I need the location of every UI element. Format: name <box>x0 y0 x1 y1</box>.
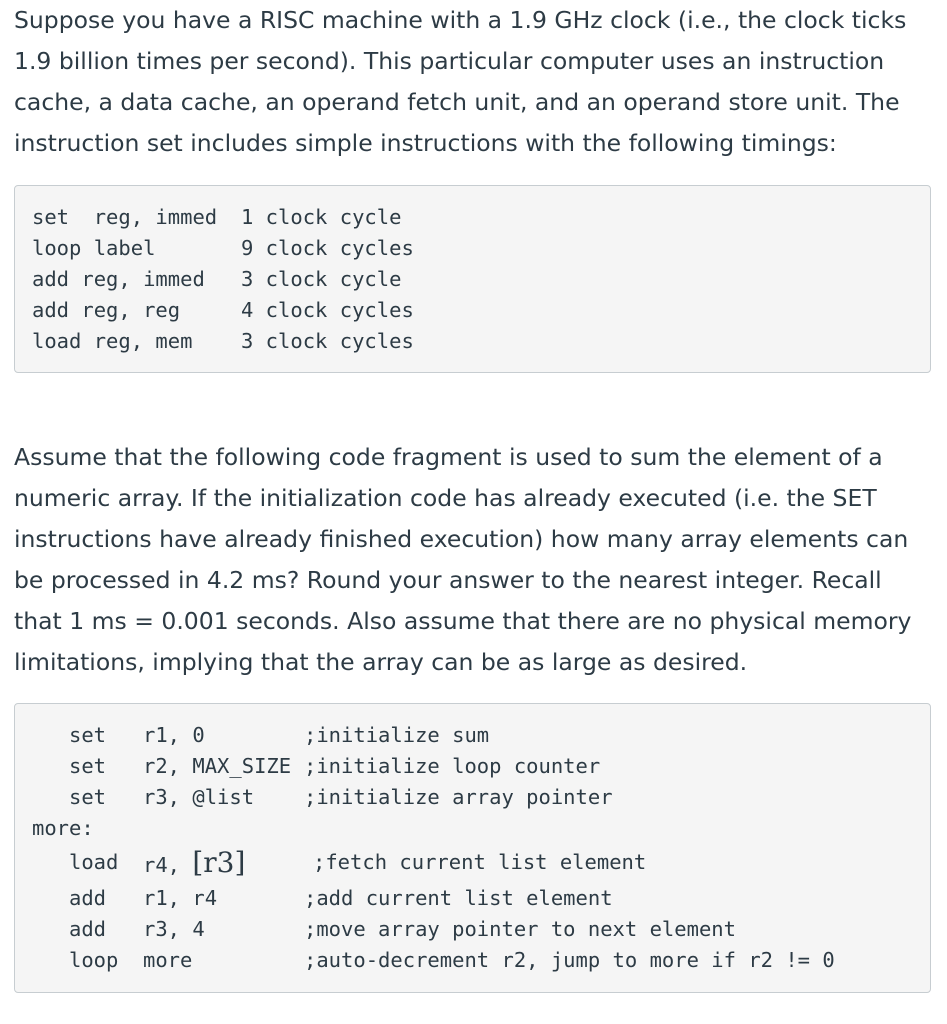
timing-cycles: 9 clock cycles <box>241 236 414 260</box>
question-paragraph: Assume that the following code fragment is used to sum the element of a numeric array. If the initialization code has already executed (i.e. the SET instructions have already finished execution) how many array elements can be processed in 4.2 ms? Round your answer to the nearest integer. Recall that 1 ms = 0.001 seconds. Also assume that there are no physical memory limitations, implying that the array can be as large as desired. <box>14 443 912 676</box>
code-comment: ;auto-decrement r2, jump to more if r2 != 0 <box>304 948 835 972</box>
code-args-prefix: r4, <box>143 853 193 877</box>
program-code-block <box>14 703 931 993</box>
intro-paragraph: Suppose you have a RISC machine with a 1.9 GHz clock (i.e., the clock ticks 1.9 billion times per second). This particular computer uses an instruction cache, a data cache, an operand fetch unit, and an operand store unit. The instruction set includes simple instructions with the following timings: <box>14 6 907 157</box>
timing-cycles: 3 clock cycles <box>241 329 414 353</box>
timing-instr: set reg, immed <box>32 205 218 229</box>
code-op: add <box>69 886 107 910</box>
code-op: add <box>69 917 107 941</box>
code-args: r2, MAX_SIZE <box>143 754 292 778</box>
timing-instr: loop label <box>32 236 156 260</box>
code-args: r1, r4 <box>143 886 218 910</box>
code-op: loop <box>69 948 119 972</box>
code-args: more <box>143 948 193 972</box>
code-args: r3, 4 <box>143 917 205 941</box>
code-args <box>143 847 245 881</box>
code-comment: ;move array pointer to next element <box>304 917 736 941</box>
code-args: r1, 0 <box>143 723 205 747</box>
code-comment: ;initialize loop counter <box>304 754 601 778</box>
code-comment: ;initialize array pointer <box>304 785 613 809</box>
timing-instr: add reg, immed <box>32 267 205 291</box>
timing-cycles: 4 clock cycles <box>241 298 414 322</box>
code-comment: ;add current list element <box>304 886 613 910</box>
timing-cycles: 3 clock cycle <box>241 267 402 291</box>
code-op: set <box>69 785 107 809</box>
timing-cycles: 1 clock cycle <box>241 205 402 229</box>
code-label: more: <box>32 816 94 840</box>
timing-instr: load reg, mem <box>32 329 193 353</box>
code-op: load <box>69 850 119 874</box>
code-comment: ;fetch current list element <box>313 850 647 874</box>
code-op: set <box>69 754 107 778</box>
code-comment: ;initialize sum <box>304 723 490 747</box>
timing-instr: add reg, reg <box>32 298 181 322</box>
timings-code-block <box>14 185 931 373</box>
code-args: r3, @list <box>143 785 255 809</box>
code-args-bracket: [r3] <box>192 846 246 879</box>
code-op: set <box>69 723 107 747</box>
